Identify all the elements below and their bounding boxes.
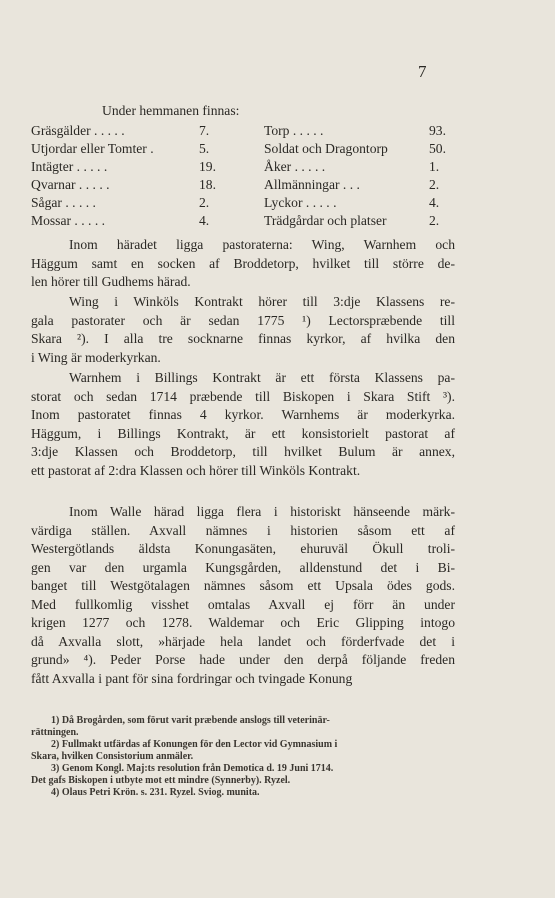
table-cell: 18.	[199, 177, 216, 192]
table-cell: 1.	[429, 159, 440, 174]
paragraph-walle	[31, 503, 455, 688]
table-cell: 50.	[429, 141, 446, 156]
text-line: grund» ⁴). Peder Porse hade under den derpå följande freden	[31, 652, 455, 667]
table-cell: 4.	[429, 195, 440, 210]
table-row	[31, 176, 455, 194]
text-line: len hörer till Gudhems härad.	[31, 274, 191, 289]
table-row	[31, 122, 455, 140]
table-cell: 5.	[199, 141, 210, 156]
footnote-line: 3) Genom Kongl. Maj:ts resolution från Demotica d. 19 Juni 1714.	[51, 763, 334, 774]
table-cell: Trädgårdar och platser	[264, 213, 387, 228]
table-cell: Intägter . . . . .	[31, 159, 108, 174]
footnote-line: rättningen.	[31, 727, 79, 738]
text-line: ett pastorat af 2:dra Klassen och hörer till Winköls Kontrakt.	[31, 462, 361, 478]
text-line: Inom Walle härad ligga flera i historiskt hänseende märk-	[69, 504, 455, 519]
text-line: Inom häradet ligga pastoraterna: Wing, Warnhem och	[69, 237, 455, 252]
text-line: Westergötlands äldsta Konungasäten, ehuruväl Ökull troli-	[31, 541, 455, 556]
text-line: Wing i Winköls Kontrakt hörer till 3:dje Klassens re-	[69, 294, 455, 309]
table-heading: Under hemmanen finnas:	[102, 103, 240, 118]
footnote-line: 4) Olaus Petri Krön. s. 231. Ryzel. Sviog. munita.	[51, 787, 260, 798]
table-cell: 19.	[199, 159, 216, 174]
table-cell: Mossar . . . . .	[31, 213, 106, 228]
text-line: gen var den urgamla Kungsgården, alldenstund det i Bi-	[31, 559, 455, 575]
paragraph-warnhem	[31, 369, 455, 480]
text-line: Skara ²). I alla tre socknarne finnas kyrkor, af hvilka den	[31, 331, 455, 346]
holdings-table	[31, 122, 455, 230]
text-line: värdiga ställen. Axvall nämnes i historien såsom ett af	[31, 522, 455, 538]
table-cell: 4.	[199, 213, 210, 228]
text-line: i Wing är moderkyrkan.	[31, 349, 161, 365]
paragraph-harad	[31, 236, 455, 292]
text-line: gala pastorater och är sedan 1775 ¹) Lectorspræbende till	[31, 312, 455, 328]
text-line: fått Axvalla i pant för sina fordringar och tvingade Konung	[31, 670, 353, 686]
table-cell: 2.	[429, 177, 440, 192]
text-line: Warnhem i Billings Kontrakt är ett första Klassens pa-	[69, 370, 455, 385]
text-line: Med fullkomlig visshet omtalas Axvall ej förr än under	[31, 596, 455, 612]
table-cell: Qvarnar . . . . .	[31, 177, 110, 192]
text-line: banget till Westgötalagen nämnes såsom ett Upsala ödes gods.	[31, 578, 455, 593]
table-cell: Allmänningar . . .	[264, 177, 360, 192]
table-cell: Torp . . . . .	[264, 123, 324, 138]
table-cell: 93.	[429, 123, 446, 138]
footnote-line: 1) Då Brogården, som förut varit præbende anslogs till veterinär-	[51, 715, 330, 726]
text-line: krigen 1277 och 1278. Waldemar och Eric Glipping intogo	[31, 615, 455, 630]
text-line: Häggum, i Billings Kontrakt, är ett konsistorielt pastorat af	[31, 425, 455, 441]
table-cell: Lyckor . . . . .	[264, 195, 337, 210]
table-cell: Sågar . . . . .	[31, 195, 96, 210]
footnote-line: Skara, hvilken Consistorium anmäler.	[31, 751, 194, 762]
table-row	[31, 158, 455, 176]
text-line: storat och sedan 1714 præbende till Biskopen i Skara Stift ³).	[31, 388, 455, 404]
paragraph-wing	[31, 293, 455, 367]
table-cell: Åker . . . . .	[264, 159, 326, 174]
table-row	[31, 194, 455, 212]
table-row	[31, 212, 455, 230]
table-cell: 2.	[429, 213, 440, 228]
table-cell: 7.	[199, 123, 210, 138]
page-number: 7	[418, 62, 427, 81]
footnote-line: Det gafs Biskopen i utbyte mot ett mindre (Synnerby). Ryzel.	[31, 775, 291, 786]
table-cell: 2.	[199, 195, 210, 210]
text-line: Häggum samt en socken af Broddetorp, hvilket till större de-	[31, 255, 455, 271]
footnote-line: 2) Fullmakt utfärdas af Konungen för den Lector vid Gymnasium i	[51, 739, 338, 750]
table-cell: Gräsgälder . . . . .	[31, 123, 125, 138]
footnotes	[31, 715, 455, 799]
table-row	[31, 140, 455, 158]
table-cell: Utjordar eller Tomter .	[31, 141, 154, 156]
text-line: då Axvalla slott, »härjade hela landet och förderfvade det i	[31, 633, 455, 649]
text-line: Inom pastoratet finnas 4 kyrkor. Warnhems är moderkyrka.	[31, 407, 455, 422]
table-cell: Soldat och Dragontorp	[264, 141, 388, 156]
text-line: 3:dje Klassen och Broddetorp, till hvilket Bulum är annex,	[31, 444, 455, 459]
